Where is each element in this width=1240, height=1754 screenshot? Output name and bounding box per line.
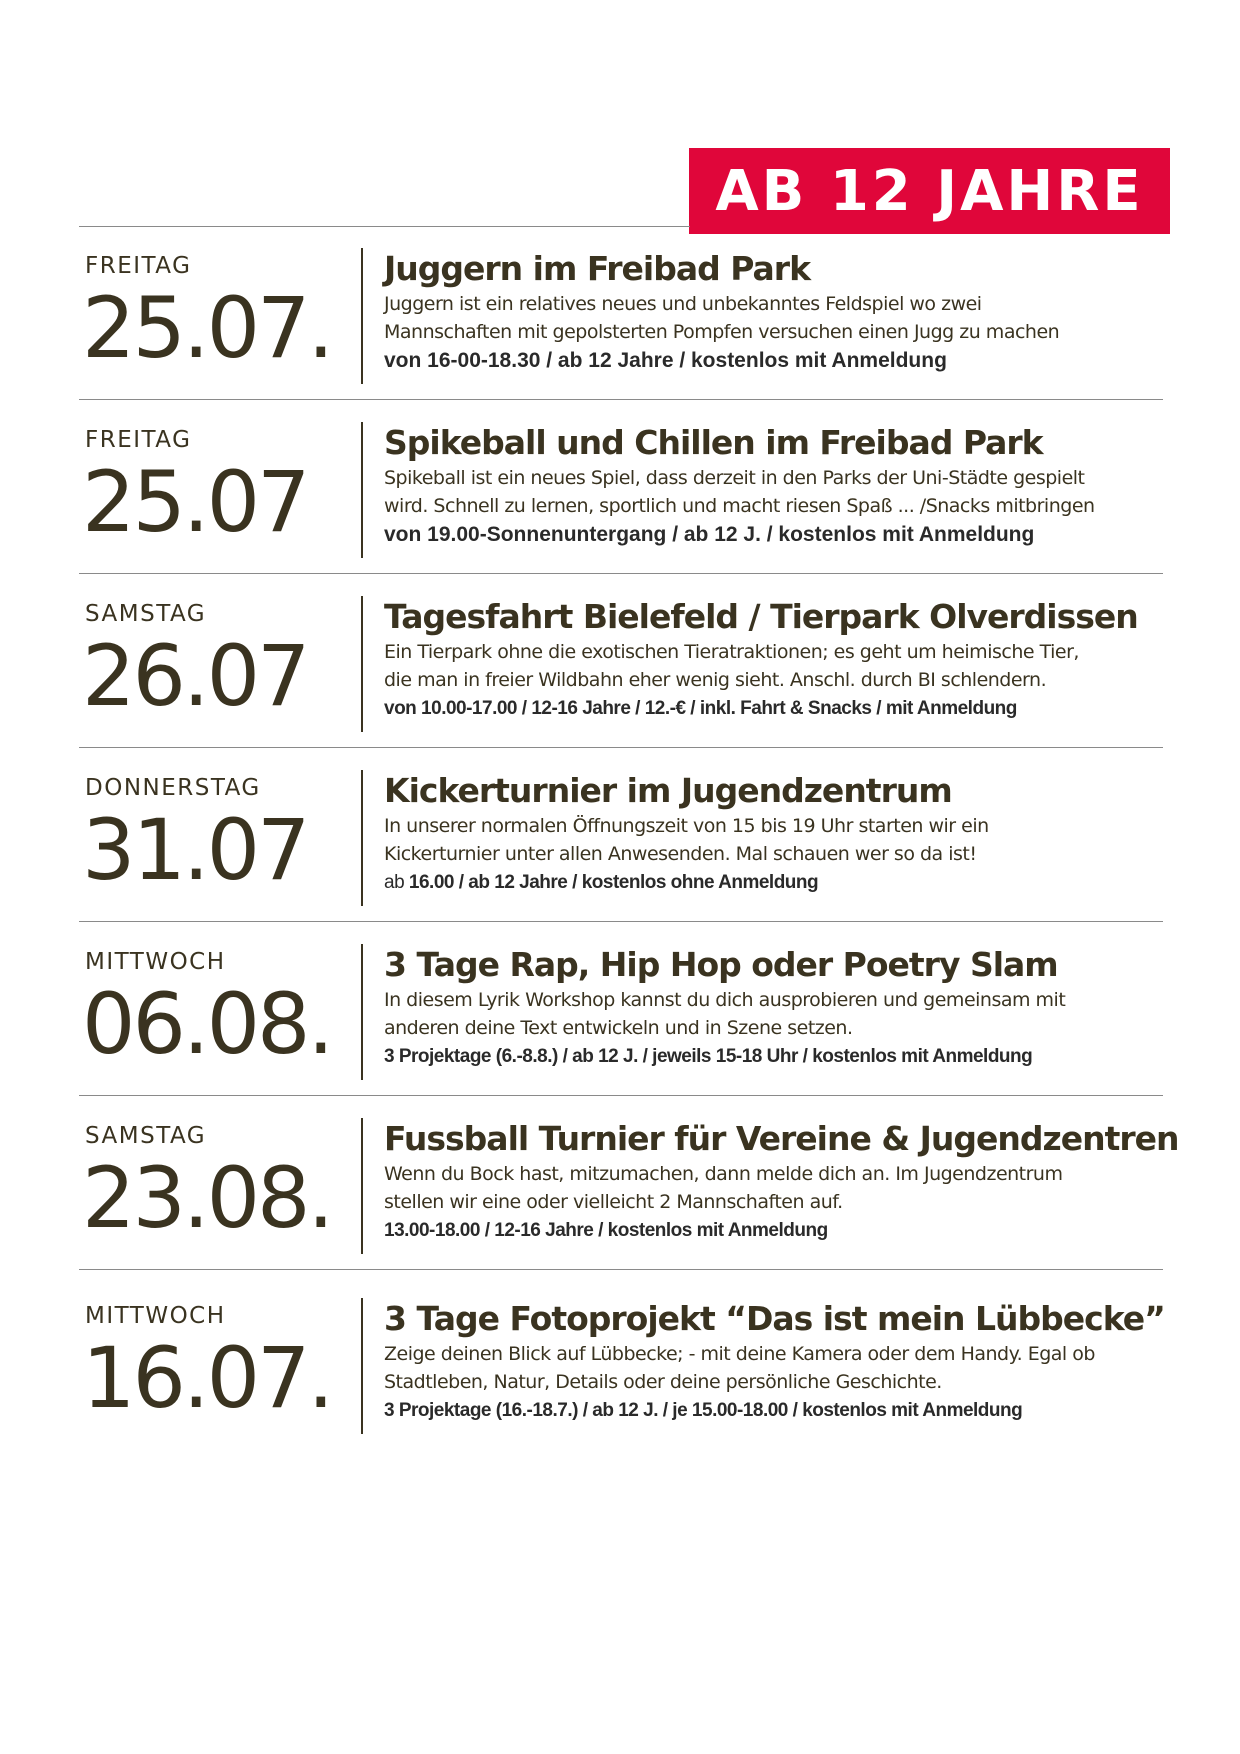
event-title: Fussball Turnier für Vereine & Jugendzentren xyxy=(384,1119,1179,1158)
event-description-line: die man in freier Wildbahn eher wenig sieht. Anschl. durch BI schlendern. xyxy=(384,669,1047,691)
event-info: 3 Projektage (16.-18.7.) / ab 12 J. / je 15.00-18.00 / kostenlos mit Anmeldung xyxy=(384,1400,1023,1421)
event-item xyxy=(79,922,1163,1096)
event-item xyxy=(79,226,1163,400)
event-info: von 16-00-18.30 / ab 12 Jahre / kostenlos mit Anmeldung xyxy=(384,349,947,372)
age-badge: AB 12 JAHRE xyxy=(689,148,1170,234)
vertical-divider xyxy=(361,596,363,732)
vertical-divider xyxy=(361,1118,363,1254)
event-date: 16.07. xyxy=(82,1329,332,1427)
event-description-line: Wenn du Bock hast, mitzumachen, dann melde dich an. Im Jugendzentrum xyxy=(384,1163,1063,1185)
event-day: DONNERSTAG xyxy=(85,775,261,801)
event-day: FREITAG xyxy=(85,253,192,279)
event-date: 23.08. xyxy=(82,1149,332,1247)
event-date: 06.08. xyxy=(82,975,332,1073)
event-info: von 19.00-Sonnenuntergang / ab 12 J. / kostenlos mit Anmeldung xyxy=(384,523,1035,546)
event-date: 25.07 xyxy=(82,453,308,551)
event-item xyxy=(79,400,1163,574)
event-title: Juggern im Freibad Park xyxy=(384,249,811,288)
event-description-line: anderen deine Text entwickeln und in Szene setzen. xyxy=(384,1017,853,1039)
event-description-line: Juggern ist ein relatives neues und unbekanntes Feldspiel wo zwei xyxy=(384,293,982,315)
vertical-divider xyxy=(361,248,363,384)
event-content xyxy=(384,596,1164,724)
event-day: FREITAG xyxy=(85,427,192,453)
event-info xyxy=(384,868,1164,898)
event-day: MITTWOCH xyxy=(85,1303,226,1329)
event-item xyxy=(79,748,1163,922)
event-day: SAMSTAG xyxy=(85,601,207,627)
event-content xyxy=(384,422,1164,550)
event-content xyxy=(384,770,1164,898)
event-title: Kickerturnier im Jugendzentrum xyxy=(384,771,952,810)
event-item xyxy=(79,1276,1163,1450)
event-content xyxy=(384,1298,1164,1426)
event-day: MITTWOCH xyxy=(85,949,226,975)
event-info: von 10.00-17.00 / 12-16 Jahre / 12.-€ / inkl. Fahrt & Snacks / mit Anmeldung xyxy=(384,698,1017,719)
event-item xyxy=(79,1096,1179,1270)
event-description-line: In unserer normalen Öffnungszeit von 15 bis 19 Uhr starten wir ein xyxy=(384,815,989,837)
event-title: Spikeball und Chillen im Freibad Park xyxy=(384,423,1043,462)
event-date: 26.07 xyxy=(82,627,308,725)
event-description-line: Ein Tierpark ohne die exotischen Tieratraktionen; es geht um heimische Tier, xyxy=(384,641,1079,663)
event-content xyxy=(384,1118,1179,1246)
event-divider xyxy=(79,1269,1163,1270)
vertical-divider xyxy=(361,770,363,906)
event-info-text: 16.00 / ab 12 Jahre / kostenlos ohne Anmeldung xyxy=(408,872,819,893)
event-description-line: stellen wir eine oder vielleicht 2 Mannschaften auf. xyxy=(384,1191,843,1213)
event-info: 3 Projektage (6.-8.8.) / ab 12 J. / jeweils 15-18 Uhr / kostenlos mit Anmeldung xyxy=(384,1046,1033,1067)
event-description-line: wird. Schnell zu lernen, sportlich und macht riesen Spaß ... /Snacks mitbringen xyxy=(384,495,1095,517)
event-title: Tagesfahrt Bielefeld / Tierpark Olverdissen xyxy=(384,597,1138,636)
event-description-line: Stadtleben, Natur, Details oder deine persönliche Geschichte. xyxy=(384,1371,942,1393)
event-content xyxy=(384,248,1164,376)
event-content xyxy=(384,944,1164,1072)
event-description-line: Zeige deinen Blick auf Lübbecke; - mit deine Kamera oder dem Handy. Egal ob xyxy=(384,1343,1095,1365)
event-title: 3 Tage Rap, Hip Hop oder Poetry Slam xyxy=(384,945,1058,984)
event-day: SAMSTAG xyxy=(85,1123,207,1149)
event-description-line: In diesem Lyrik Workshop kannst du dich ausprobieren und gemeinsam mit xyxy=(384,989,1066,1011)
event-item xyxy=(79,574,1163,748)
event-info: 13.00-18.00 / 12-16 Jahre / kostenlos mit Anmeldung xyxy=(384,1220,828,1241)
event-date: 25.07. xyxy=(82,279,332,377)
event-title: 3 Tage Fotoprojekt “Das ist mein Lübbecke” xyxy=(384,1299,1165,1338)
event-description-line: Kickerturnier unter allen Anwesenden. Mal schauen wer so da ist! xyxy=(384,843,977,865)
vertical-divider xyxy=(361,422,363,558)
event-description-line: Mannschaften mit gepolsterten Pompfen versuchen einen Jugg zu machen xyxy=(384,321,1060,343)
vertical-divider xyxy=(361,944,363,1080)
event-info-lead: ab xyxy=(384,872,409,893)
event-description-line: Spikeball ist ein neues Spiel, dass derzeit in den Parks der Uni-Städte gespielt xyxy=(384,467,1085,489)
event-date: 31.07 xyxy=(82,801,308,899)
vertical-divider xyxy=(361,1298,363,1434)
